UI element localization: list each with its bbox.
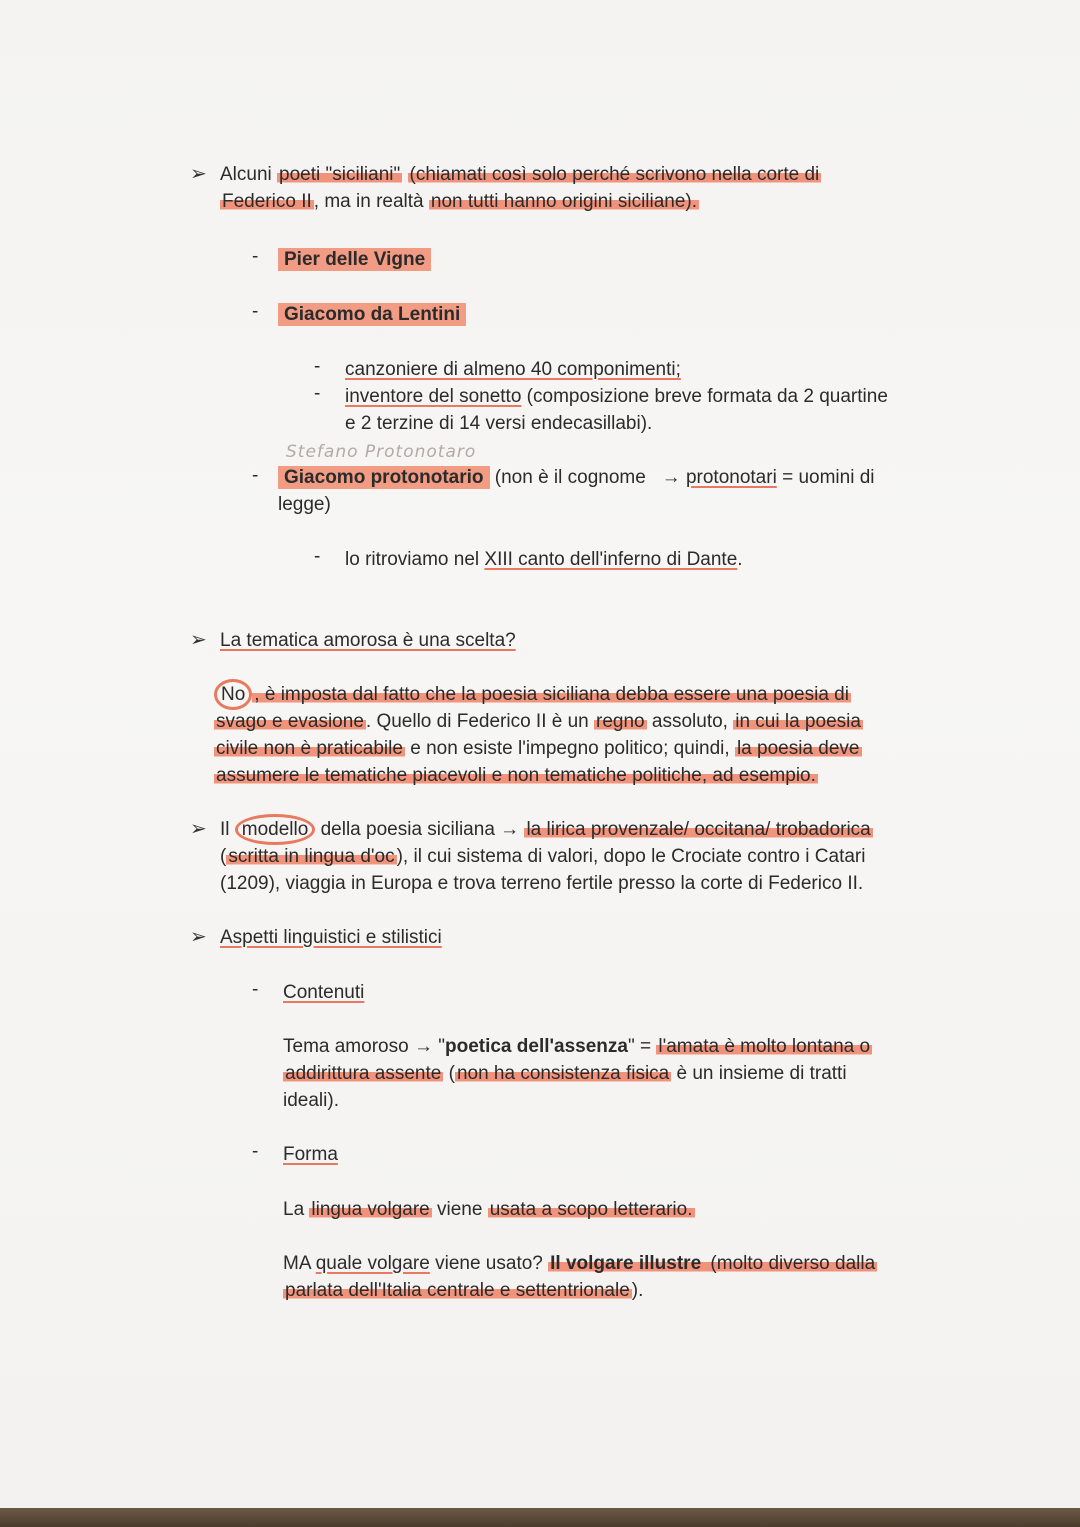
highlight: (chiamati così solo perché scrivono nella corte di [409,164,820,185]
highlight: lingua volgare [311,1199,430,1220]
text: (composizione breve formata da 2 quartine [521,386,888,407]
dante-note [345,546,743,573]
text: MA [283,1253,316,1274]
highlight: in cui la poesia [735,711,861,732]
poet-name: Giacomo da Lentini [278,303,466,326]
dash: - [314,383,321,404]
text: assoluto, [646,711,734,732]
highlight: svago e evasione [216,711,364,732]
bold-text: poetica dell'assenza [444,1036,628,1057]
text: e non esiste l'impegno politico; quindi, [404,738,735,759]
bullet-arrow-icon: ➢ [190,818,207,840]
highlight: regno [596,711,645,732]
text: legge) [278,494,331,515]
highlight: assumere le tematiche piacevoli e non tematiche politiche, ad esempio. [216,765,816,786]
sec2-paragraph [214,681,954,789]
highlight: l'amata è molto lontana o [658,1036,871,1057]
underlined: protonotari [685,467,777,488]
text: viene usato? [429,1253,549,1274]
lentini-item-1 [345,356,681,383]
highlight: scritta in lingua d'oc [228,846,395,867]
dash: - [252,301,259,322]
forma-line-1 [283,1196,695,1223]
highlight: parlata dell'Italia centrale e settentrionale [285,1280,630,1301]
forma-heading [283,1141,338,1168]
highlight: la lirica provenzale/ occitana/ trobadorica [526,819,871,840]
underlined: La tematica amorosa è una scelta? [220,630,516,651]
bullet-arrow-icon: ➢ [190,163,207,185]
forma-line-2 [283,1250,953,1304]
arrow-icon: → [413,1036,433,1057]
text: . [737,549,743,570]
dash: - [252,465,259,486]
text: della poesia siciliana [315,819,495,840]
text: ( [220,846,227,867]
text: " [438,1036,445,1057]
underlined: Forma [283,1144,338,1165]
highlight: non ha consistenza fisica [456,1063,670,1084]
highlight: la poesia deve [736,738,860,759]
highlight: , è imposta dal fatto che la poesia siciliana debba essere una poesia di [254,684,849,705]
contenuti-heading [283,979,364,1006]
sec2-question [220,627,516,654]
text: La [283,1199,310,1220]
dash: - [252,246,259,267]
poet-giacomo-da-lentini [278,301,466,328]
dash: - [314,546,321,567]
text: ( [443,1063,455,1084]
text: ideali). [283,1090,339,1111]
arrow-icon: → [661,467,681,488]
desk-edge [0,1508,1080,1527]
text: Tema amoroso [283,1036,409,1057]
highlight: (molto diverso dalla [705,1253,876,1274]
underlined: Aspetti linguistici e stilistici [220,927,442,948]
text: = uomini di [776,467,875,488]
text: Il [220,819,235,840]
text: (non è il cognome [494,467,646,488]
lentini-item-2 [345,383,945,437]
poet-name: Pier delle Vigne [278,248,431,271]
highlight: Il volgare illustre [550,1253,702,1274]
text: ). [631,1280,644,1301]
poet-giacomo-protonotario [278,464,948,518]
text: viene [431,1199,488,1220]
sec4-title [220,924,442,951]
underlined: XIII canto dell'inferno di Dante [484,549,738,570]
bullet-arrow-icon: ➢ [190,629,207,651]
text: ), il cui sistema di valori, dopo le Crociate contro i Catari [396,846,866,867]
sec3-paragraph [220,816,950,897]
highlight: non tutti hanno origini siciliane). [430,191,698,212]
circled-word: modello [235,814,316,845]
arrow-icon: → [500,819,520,840]
dash: - [314,356,321,377]
circled-word: No [214,679,252,710]
text: lo ritroviamo nel [345,549,485,570]
text: . Quello di Federico II è un [365,711,595,732]
underlined: inventore del sonetto [345,386,522,407]
highlight: Federico II [222,191,312,212]
highlight: usata a scopo letterario. [489,1199,693,1220]
dash: - [252,979,259,1000]
pencil-annotation: Stefano Protonotaro [286,442,477,462]
underlined: canzoniere di almeno 40 componimenti; [345,359,681,380]
poet-pier-delle-vigne [278,246,431,273]
highlight: poeti "siciliani" [279,164,401,185]
highlight: civile non è praticabile [216,738,403,759]
sec1-paragraph [220,161,950,215]
text: è un insieme di tratti [671,1063,847,1084]
dash: - [252,1141,259,1162]
text: , ma in realtà [313,191,424,212]
poet-name: Giacomo protonotario [278,466,490,489]
text: Alcuni [220,164,272,185]
contenuti-paragraph [283,1033,943,1114]
text: e 2 terzine di 14 versi endecasillabi). [345,413,653,434]
underlined: quale volgare [315,1253,430,1274]
underlined: Contenuti [283,982,365,1003]
text: (1209), viaggia in Europa e trova terreno fertile presso la corte di Federico II. [220,873,864,894]
bullet-arrow-icon: ➢ [190,926,207,948]
highlight: addirittura assente [285,1063,442,1084]
text: " = [627,1036,657,1057]
